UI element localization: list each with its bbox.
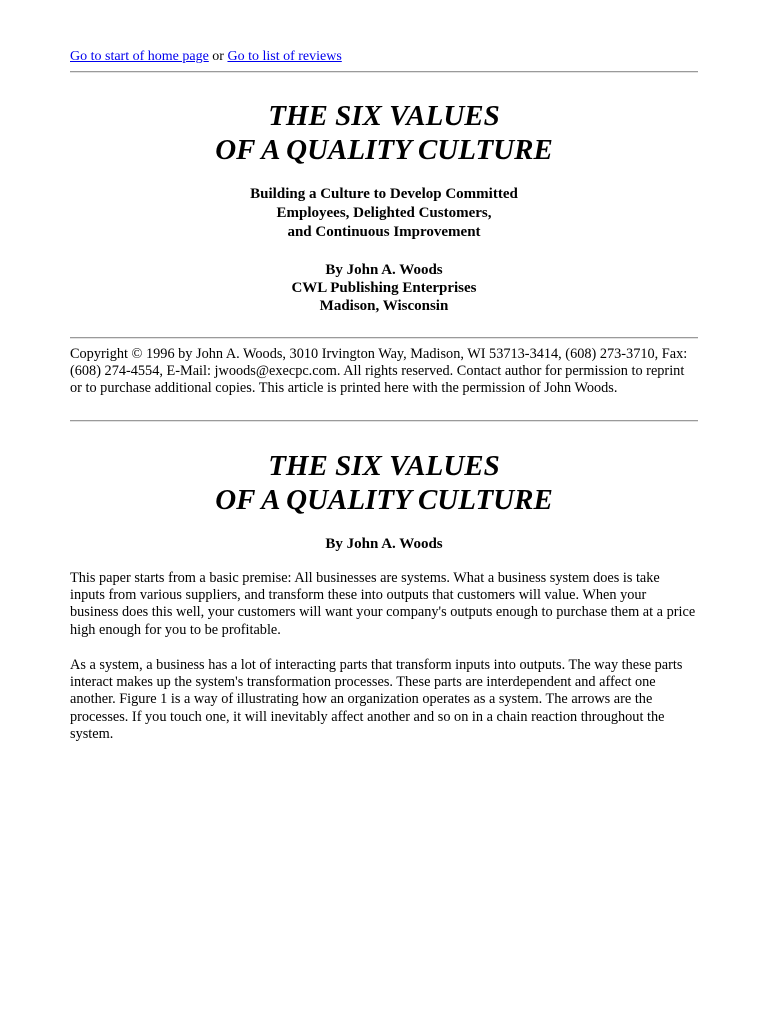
article-title-line-2: OF A QUALITY CULTURE	[215, 484, 553, 516]
byline-author: By John A. Woods	[325, 262, 443, 278]
paragraph-1: This paper starts from a basic premise: All businesses are systems. What a business system does is take inputs from various suppliers, and transform these into outputs that customers will value. When your business does this well, your customers will want your company's outputs enough to purchase them at a price high enough for you to be profitable.	[70, 570, 696, 638]
divider-copyright-top	[70, 337, 698, 339]
paragraph-2: As a system, a business has a lot of interacting parts that transform inputs into outputs. The way these parts interact makes up the system's transformation processes. These parts are interdependent and affect one another. Figure 1 is a way of illustrating how an organization operates as a system. The arrows are the processes. If you touch one, it will inevitably affect another and so on in a chain reaction throughout the system.	[70, 657, 683, 742]
article-title-line-1: THE SIX VALUES	[268, 450, 500, 482]
subtitle-line: and Continuous Improvement	[287, 224, 481, 240]
top-navigation	[70, 48, 342, 66]
subtitle-line: Employees, Delighted Customers,	[276, 205, 492, 221]
byline-location: Madison, Wisconsin	[319, 298, 449, 314]
article-author	[70, 535, 698, 554]
header-title-line-1: THE SIX VALUES	[268, 100, 500, 132]
copyright-notice: Copyright © 1996 by John A. Woods, 3010 Irvington Way, Madison, WI 53713-3414, (608) 273-3710, Fax: (608) 274-4554, E-Mail: jwoods@execpc.com. All rights reserved. Contact author for permission to reprint or to purchase additional copies. This article is printed here with the permission of John Woods.	[70, 346, 688, 397]
divider-copyright-bottom	[70, 420, 698, 422]
reviews-list-link[interactable]: Go to list of reviews	[227, 49, 342, 64]
divider-top	[70, 71, 698, 73]
byline-publisher: CWL Publishing Enterprises	[291, 280, 477, 296]
article-title	[70, 449, 698, 517]
header-title-line-2: OF A QUALITY CULTURE	[215, 134, 553, 166]
subtitle	[70, 185, 698, 242]
subtitle-line: Building a Culture to Develop Committed	[250, 186, 518, 202]
article-author-name: By John A. Woods	[325, 536, 443, 552]
byline-block	[70, 261, 698, 315]
home-page-link[interactable]: Go to start of home page	[70, 49, 209, 64]
header-title	[70, 99, 698, 167]
nav-separator: or	[208, 49, 228, 64]
